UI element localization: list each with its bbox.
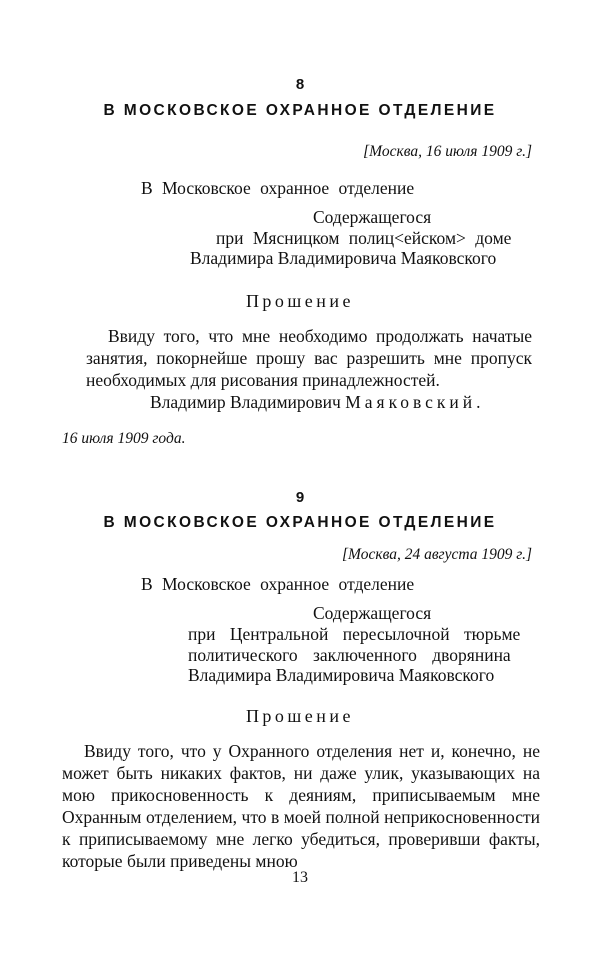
doc-heading: В МОСКОВСКОЕ ОХРАННОЕ ОТДЕЛЕНИЕ [103,514,497,531]
page-number: 13 [292,869,308,886]
sender-line-3: Владимира Владимировича Маяковского [190,248,497,268]
doc-date-header: [Москва, 24 августа 1909 г.] [341,546,532,563]
signature-name: Владимир Владимирович [150,392,341,412]
doc-date-header: [Москва, 16 июля 1909 г.] [363,143,532,160]
doc-number: 9 [295,489,305,506]
doc-body [86,325,532,391]
sender-line-1: Содержащегося [313,603,432,623]
body-paragraph: Ввиду того, что мне необходимо продолжать начатые занятия, покорнейше прошу вас разрешить мне пропуск необходимых для рисования принадлежностей. [86,326,532,390]
addressee-line: В Московское охранное отделение [141,574,415,594]
doc-title: Прошение [245,706,355,726]
sender-line-1: Содержащегося [313,207,432,227]
sender-line-3: политического заключенного дворянина [188,645,511,665]
doc-title: Прошение [245,291,355,311]
signed-date: 16 июля 1909 года. [62,430,186,447]
doc-heading: В МОСКОВСКОЕ ОХРАННОЕ ОТДЕЛЕНИЕ [103,102,497,119]
doc-number: 8 [295,76,305,93]
sender-line-2: при Центральной пересылочной тюрьме [188,624,521,644]
body-paragraph: Ввиду того, что у Охранного отделения нет и, конечно, не может быть никаких фактов, ни даже улик, указывающих на мою прикосновенность к деяниям, приписываемым мне Охранным отделением, что в моей полной неприкосновенности к приписываемому мне легко убедиться, проверивши факты, которые были приведены мною [62,741,540,871]
signature-surname: Маяковский. [345,392,485,412]
sender-line-2: при Мясницком полиц<ейском> доме [216,228,512,248]
sender-line-4: Владимира Владимировича Маяковского [188,665,495,685]
signature [150,392,484,413]
addressee-line: В Московское охранное отделение [141,178,415,198]
doc-body [62,740,540,872]
